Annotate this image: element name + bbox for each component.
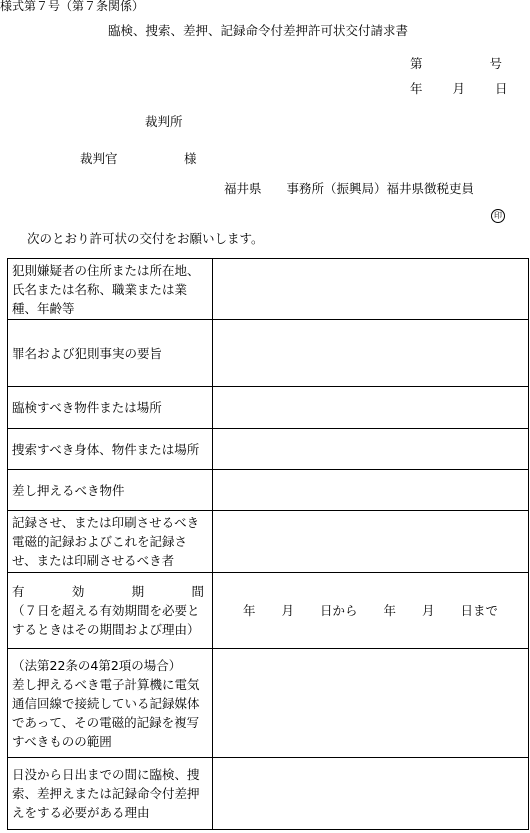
row-label-suspect: 犯則嫌疑者の住所または所在地、氏名または名称、職業または業種、年齢等 [8, 259, 213, 320]
date-line [410, 83, 508, 96]
row-value-electronic-records[interactable] [213, 511, 529, 573]
document-number-line [410, 58, 502, 71]
row-value-copy-range[interactable] [213, 649, 529, 758]
validity-heading: 有 効 期 間 [12, 584, 204, 599]
row-value-night-reason[interactable] [213, 758, 529, 830]
row-label-inspection: 臨検すべき物件または場所 [8, 387, 213, 429]
row-label-electronic-records: 記録させ、または印刷させるべき電磁的記録およびこれを記録させ、または印刷させるべき者 [8, 511, 213, 573]
row-value-search[interactable] [213, 429, 529, 470]
row-value-offense[interactable] [213, 320, 529, 387]
row-value-suspect[interactable] [213, 259, 529, 320]
table-row [8, 649, 529, 758]
copy-range-note: （法第22条の4第2項の場合） [12, 657, 182, 673]
honorific-label: 様 [184, 151, 197, 166]
row-value-seizure[interactable] [213, 470, 529, 511]
row-label-search: 捜索すべき身体、物件または場所 [8, 429, 213, 470]
row-value-validity[interactable]: 年 月 日から 年 月 日まで [213, 573, 529, 649]
row-label-copy-range [8, 649, 213, 758]
table-row [8, 429, 529, 470]
number-prefix: 第 [410, 56, 423, 71]
row-label-seizure: 差し押えるべき物件 [8, 470, 213, 511]
table-row [8, 259, 529, 320]
table-row [8, 573, 529, 649]
request-form-table [7, 258, 529, 830]
row-label-validity [8, 573, 213, 649]
copy-range-text: 差し押えるべき電子計算機に電気通信回線で接続している記録媒体であって、その電磁的記録を複写すべきものの範囲 [12, 676, 200, 749]
date-day-label: 日 [495, 81, 508, 96]
row-label-night-reason: 日没から日出までの間に臨検、捜索、差押えまたは記録命令付差押えをする必要がある理由 [8, 758, 213, 830]
table-row [8, 320, 529, 387]
intro-text: 次のとおり許可状の交付をお願いします。 [27, 231, 264, 246]
table-row [8, 387, 529, 429]
row-label-offense: 罪名および犯則事実の要旨 [8, 320, 213, 387]
date-year-label: 年 [410, 81, 423, 96]
court-label: 裁判所 [145, 114, 183, 129]
judge-label: 裁判官 [80, 151, 118, 166]
date-month-label: 月 [452, 81, 466, 96]
form-title: 臨検、捜索、差押、記録命令付差押許可状交付請求書 [108, 23, 409, 38]
table-row [8, 758, 529, 830]
row-value-inspection[interactable] [213, 387, 529, 429]
requester-line: 福井県 事務所（振興局）福井県徴税吏員 [224, 181, 475, 196]
table-row [8, 470, 529, 511]
seal-mark: 印 [491, 209, 505, 223]
table-row [8, 511, 529, 573]
number-suffix: 号 [489, 56, 503, 71]
validity-note: （７日を超える有効期間を必要とするときはその期間および理由） [12, 603, 200, 637]
form-number: 様式第７号（第７条関係） [0, 0, 145, 13]
